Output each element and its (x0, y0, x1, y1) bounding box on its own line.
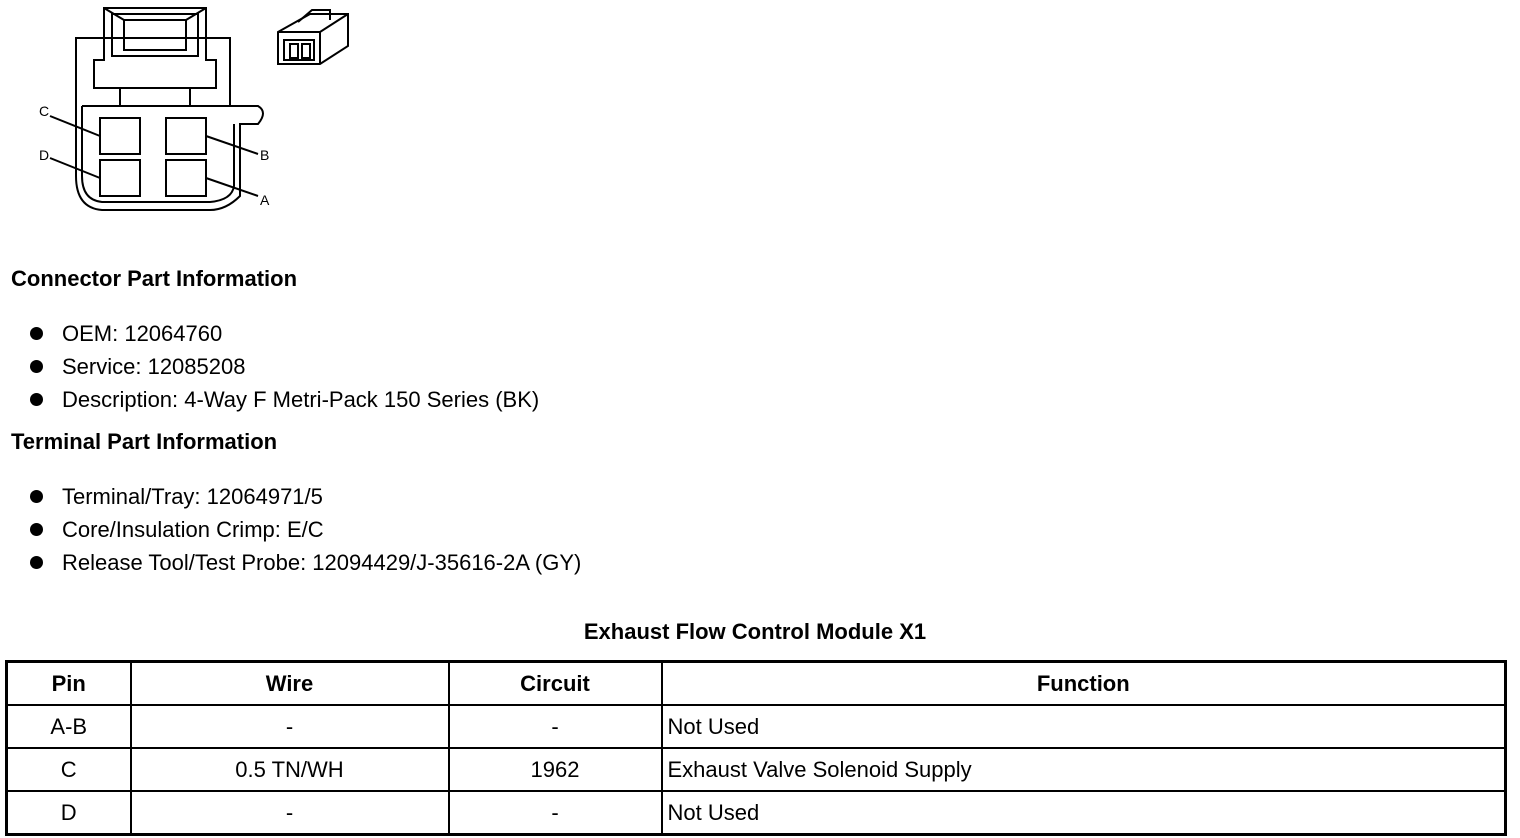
table-row (7, 791, 1506, 835)
cell-function: Not Used (662, 705, 1506, 748)
connector-info-list (28, 317, 539, 416)
pin-label-d: D (39, 147, 50, 163)
list-item: Terminal/Tray: 12064971/5 (28, 480, 581, 513)
cell-wire: 0.5 TN/WH (131, 748, 449, 791)
pin-label-a: A (260, 192, 270, 208)
table-row (7, 705, 1506, 748)
list-item: Core/Insulation Crimp: E/C (28, 513, 581, 546)
pin-label-b: B (260, 147, 270, 163)
col-header-wire: Wire (131, 662, 449, 706)
cell-circuit: - (449, 705, 662, 748)
cell-wire: - (131, 705, 449, 748)
list-item: Service: 12085208 (28, 350, 539, 383)
table-header-row (7, 662, 1506, 706)
col-header-function: Function (662, 662, 1506, 706)
list-item: Release Tool/Test Probe: 12094429/J-35616-2A (GY) (28, 546, 581, 579)
cell-circuit: 1962 (449, 748, 662, 791)
cell-wire: - (131, 791, 449, 835)
connector-info-heading: Connector Part Information (11, 266, 298, 291)
table-title: Exhaust Flow Control Module X1 (583, 619, 927, 644)
list-item: Description: 4-Way F Metri-Pack 150 Series (BK) (28, 383, 539, 416)
cell-pin: D (7, 791, 131, 835)
table-row (7, 748, 1506, 791)
cell-pin: C (7, 748, 131, 791)
pin-label-c: C (39, 103, 50, 119)
cell-circuit: - (449, 791, 662, 835)
cell-function: Not Used (662, 791, 1506, 835)
terminal-info-heading: Terminal Part Information (11, 429, 278, 454)
col-header-pin: Pin (7, 662, 131, 706)
cell-function: Exhaust Valve Solenoid Supply (662, 748, 1506, 791)
cell-pin: A-B (7, 705, 131, 748)
list-item: OEM: 12064760 (28, 317, 539, 350)
col-header-circuit: Circuit (449, 662, 662, 706)
pin-table (5, 660, 1507, 836)
connector-diagram (30, 0, 370, 215)
terminal-info-list (28, 480, 581, 579)
